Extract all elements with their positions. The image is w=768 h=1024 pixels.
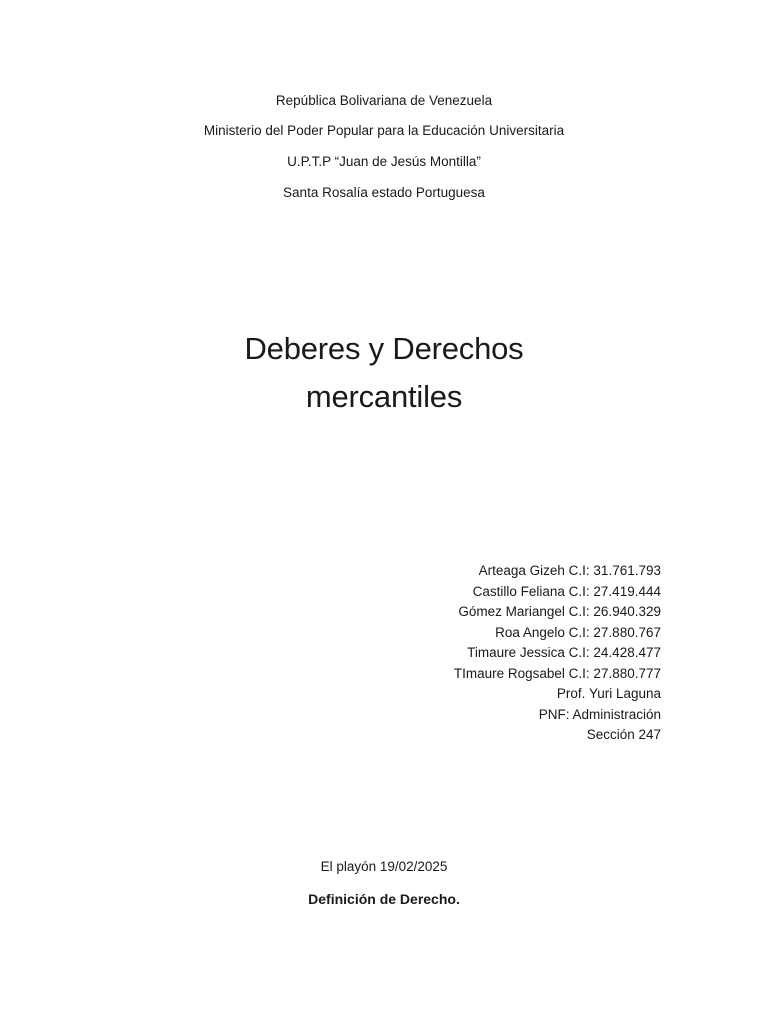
author-line: TImaure Rogsabel C.I: 27.880.777 <box>453 665 661 681</box>
professor-line: Prof. Yuri Laguna <box>556 686 661 701</box>
author-line: Arteaga Gizeh C.I: 31.761.793 <box>478 563 661 578</box>
header-university: U.P.T.P “Juan de Jesús Montilla” <box>287 154 481 169</box>
author-line: Roa Angelo C.I: 27.880.767 <box>495 624 661 640</box>
author-line: Timaure Jessica C.I: 24.428.477 <box>467 645 661 660</box>
author-line: Castillo Feliana C.I: 27.419.444 <box>472 583 661 599</box>
section-heading: Definición de Derecho. <box>308 891 460 907</box>
author-line: Gómez Mariangel C.I: 26.940.329 <box>458 604 661 619</box>
place-date: El playón 19/02/2025 <box>320 859 448 874</box>
header-republic: República Bolivariana de Venezuela <box>275 93 493 108</box>
program-line: PNF: Administración <box>538 706 661 722</box>
document-title-line-2: mercantiles <box>305 379 463 414</box>
section-line: Sección 247 <box>586 727 661 742</box>
header-ministry: Ministerio del Poder Popular para la Educación Universitaria <box>203 123 565 138</box>
header-location: Santa Rosalía estado Portuguesa <box>283 185 485 200</box>
document-title-line-1: Deberes y Derechos <box>244 331 524 366</box>
authors-block <box>454 561 661 746</box>
